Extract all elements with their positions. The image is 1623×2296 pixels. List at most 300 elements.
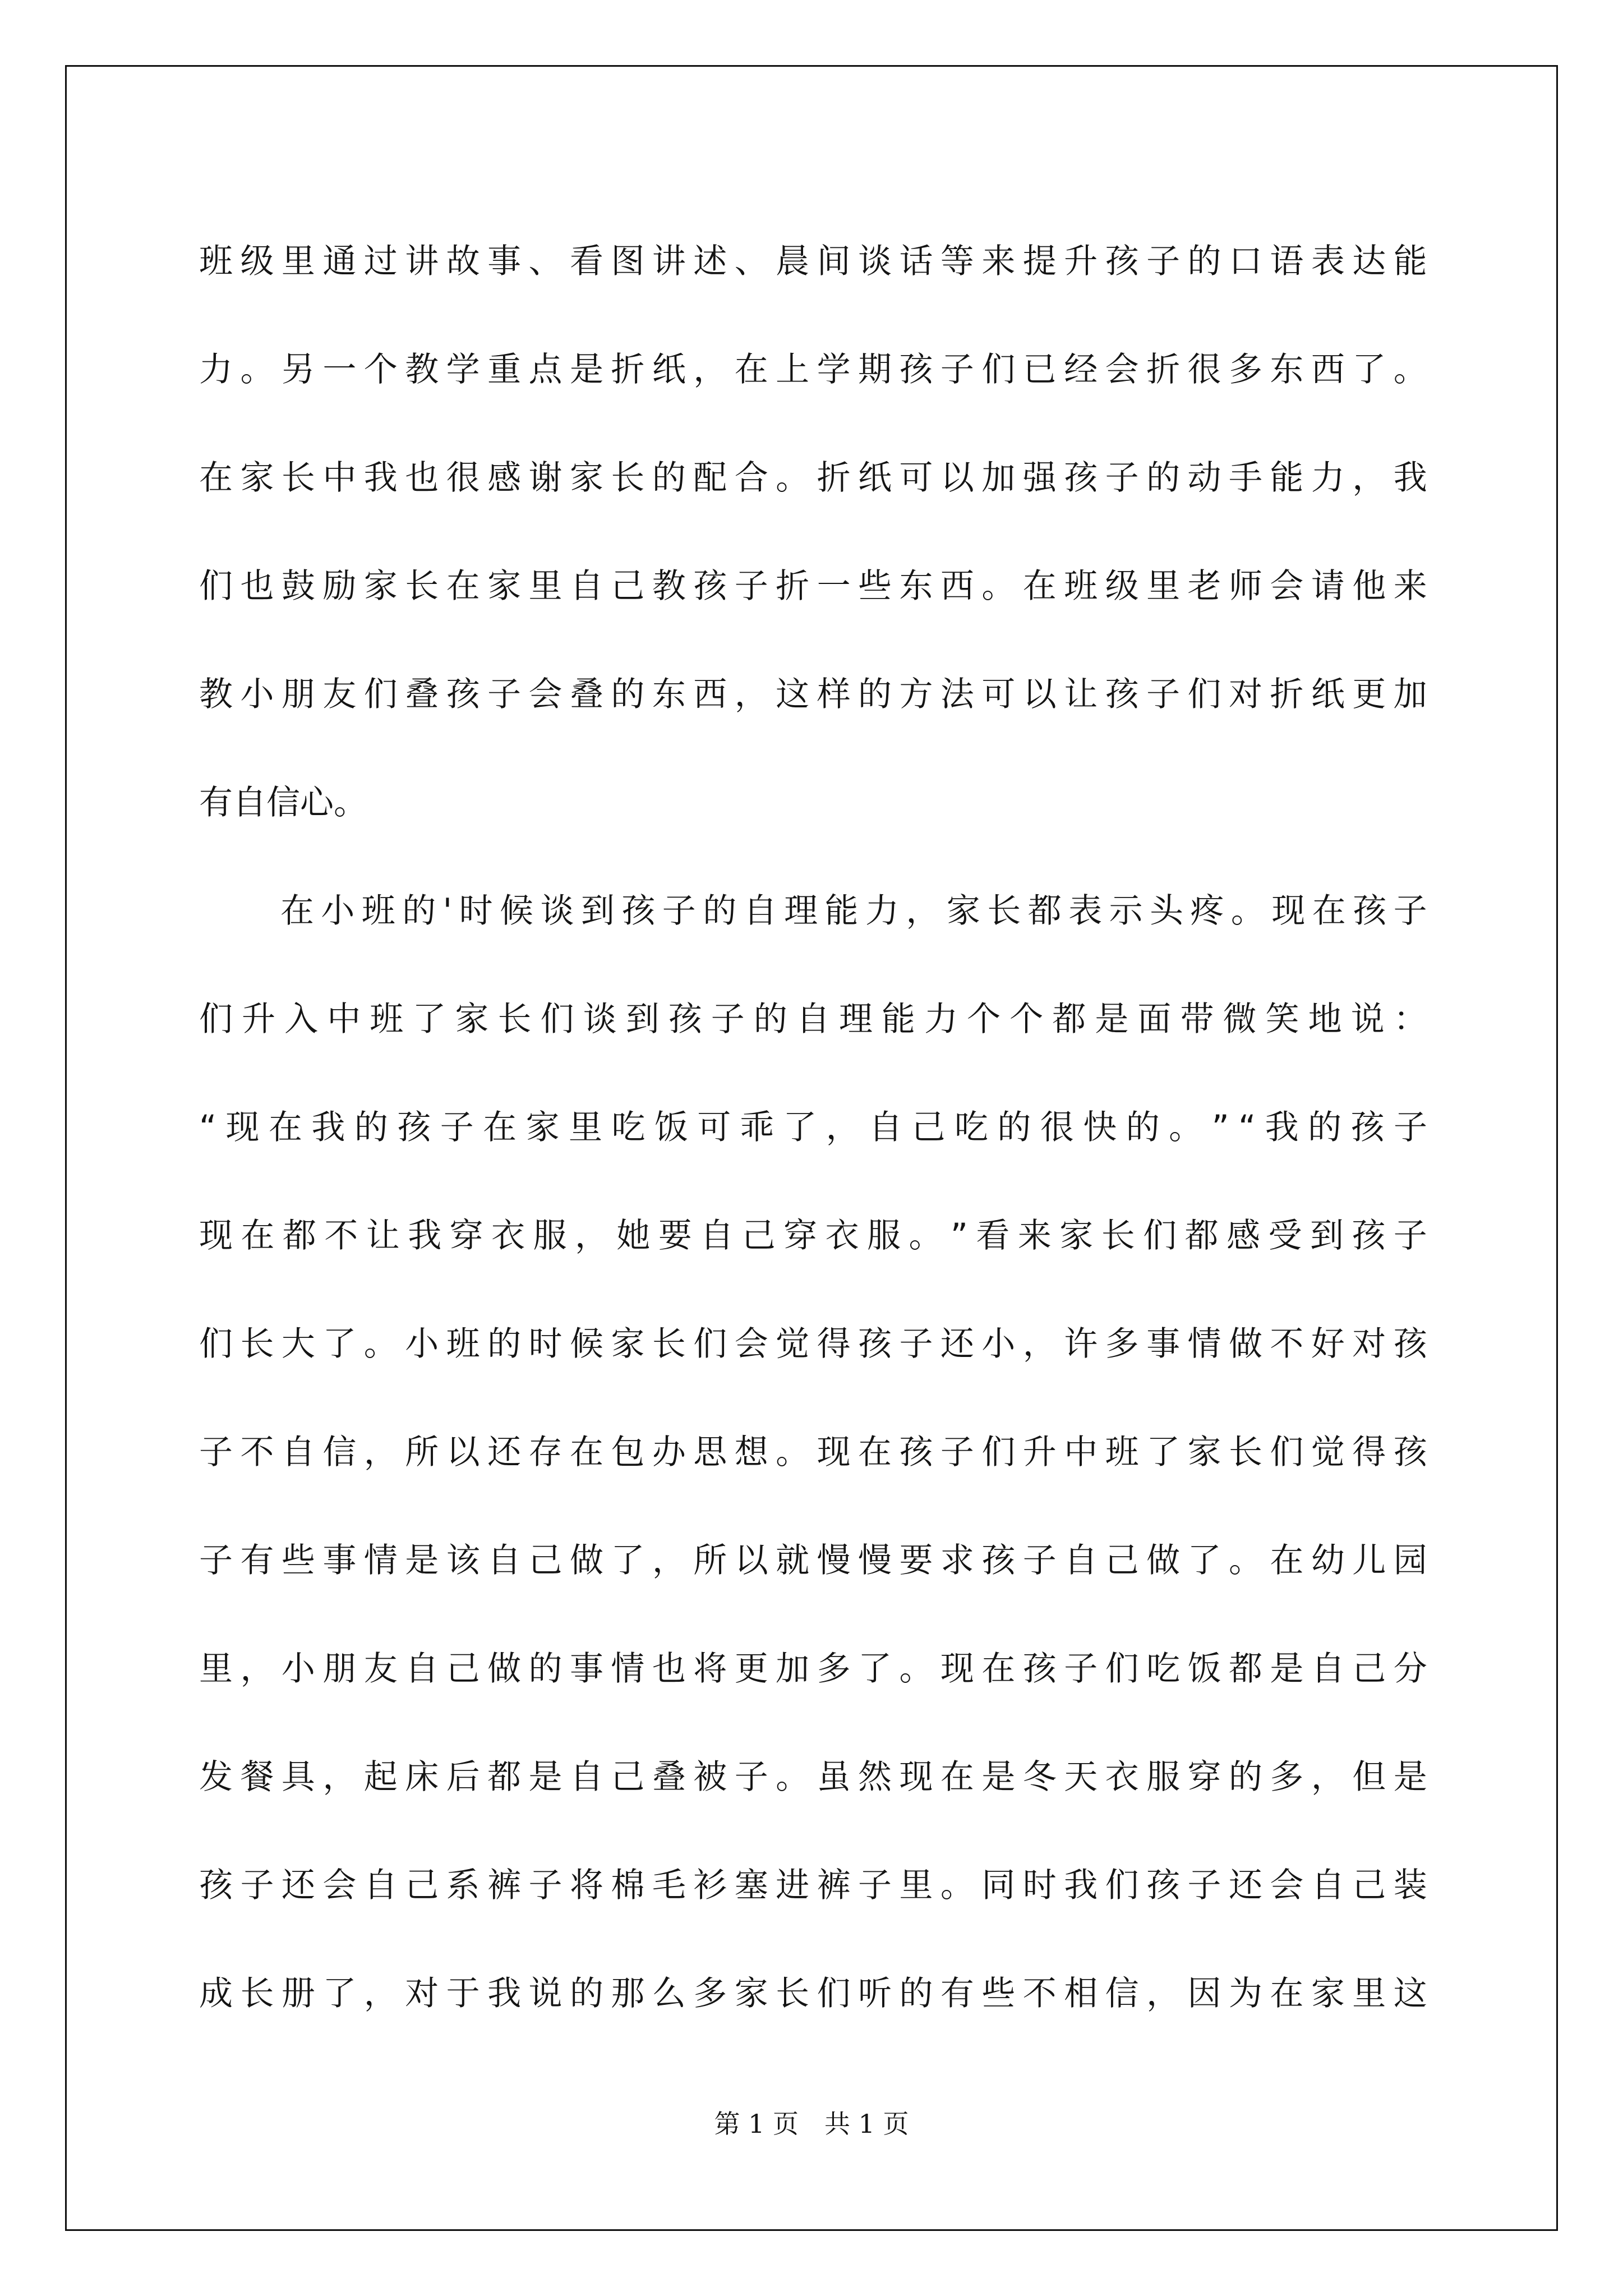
text-char: 做 [487,1649,522,1688]
text-char: 里 [1146,567,1181,606]
text-char: 了 [412,1000,446,1039]
text-char: 是 [405,1541,439,1580]
text-char: 里 [569,1108,603,1147]
text-char: 师 [1228,567,1262,606]
text-char: 现 [199,1216,233,1255]
text-char: 到 [625,1000,660,1039]
text-char: 小 [321,891,355,931]
text-char: 。 [334,783,367,822]
text-char: 了 [1146,1433,1181,1472]
text-char: 我 [487,1974,522,2013]
text-char: 是 [528,1757,562,1797]
text-char: 对 [1352,1324,1386,1364]
text-line [199,1398,1427,1507]
text-char: 要 [899,1541,933,1580]
text-char: 。 [899,1649,933,1688]
text-char: 慢 [817,1541,851,1580]
text-char: 的 [611,675,645,714]
text-char: 感 [487,458,522,498]
text-char: 相 [1064,1974,1098,2013]
text-char: 个 [363,350,398,389]
text-char: 对 [405,1974,439,2013]
text-char: 学 [817,350,851,389]
text-char: 子 [1105,458,1139,498]
text-line [199,1940,1427,2048]
text-char: 配 [693,458,727,498]
text-char: ， [1022,1324,1057,1364]
text-char: 所 [405,1433,439,1472]
text-char: 家 [569,458,603,498]
text-char: 孩 [1064,458,1098,498]
text-char: 。 [1228,1541,1262,1580]
text-char: 许 [1064,1324,1098,1364]
text-char: 微 [1223,1000,1257,1039]
text-char: 们 [199,1324,233,1364]
text-char: 的 [1126,1108,1160,1147]
text-char: 的 [354,1108,388,1147]
text-char: 叠 [405,675,439,714]
text-char: 装 [1393,1866,1427,1905]
text-char: 间 [817,242,851,281]
text-char: 在 [569,1433,603,1472]
text-char: 我 [1393,458,1427,498]
text-char: 家 [240,458,274,498]
text-char: 到 [580,891,615,931]
text-char: 孩 [668,1000,702,1039]
text-char: 力 [1311,458,1345,498]
text-char: 级 [1105,567,1139,606]
text-char: 提 [1022,242,1057,281]
text-char: 们 [981,1433,1016,1472]
text-char: 信 [1105,1974,1139,2013]
text-char: ' [442,891,453,931]
text-char: 也 [652,1649,686,1688]
text-char: 自 [569,1757,603,1797]
text-char: 折 [817,458,851,498]
text-char: 长 [497,1000,532,1039]
text-char: ， [1352,458,1386,498]
text-line [199,749,1427,857]
text-char: 达 [1352,242,1386,281]
text-char: 衣 [1105,1757,1139,1797]
text-char: 冬 [1022,1757,1057,1797]
text-line [199,1723,1427,1832]
text-line [199,1182,1427,1290]
text-char: 折 [1270,675,1304,714]
text-char: 子 [940,350,974,389]
text-char: 有 [240,1541,274,1580]
text-char: 些 [858,567,892,606]
text-char: 觉 [1311,1433,1345,1472]
text-char: 时 [528,1324,562,1364]
text-char: 候 [500,891,533,931]
text-char: 。 [909,1216,943,1255]
text-char: 让 [366,1216,400,1255]
text-char: 那 [611,1974,645,2013]
text-char: 事 [322,1541,357,1580]
text-char: 在 [280,891,314,931]
text-char: 孩 [1350,1108,1385,1147]
text-char: 的 [528,1649,562,1688]
text-char: 自 [743,891,777,931]
text-char: 了 [611,1541,645,1580]
text-char: 将 [569,1866,603,1905]
text-char: ， [574,1216,608,1255]
text-char: 床 [405,1757,439,1797]
text-char: 朋 [281,675,315,714]
text-char: 孩 [1393,1433,1427,1472]
text-char: 级 [240,242,274,281]
text-char: 的 [1308,1108,1342,1147]
text-char: 纸 [1311,675,1345,714]
text-char: 会 [734,1324,768,1364]
text-char: 事 [1146,1324,1181,1364]
text-char: 过 [363,242,398,281]
text-char: 多 [817,1649,851,1688]
text-char: 升 [242,1000,276,1039]
text-char: 子 [662,891,696,931]
text-char: 现 [225,1108,260,1147]
text-char: ， [826,1108,860,1147]
text-char: 子 [240,1866,274,1905]
text-char: 一 [817,567,851,606]
text-char: 个 [967,1000,1001,1039]
text-char: 就 [776,1541,810,1580]
text-char: 谈 [583,1000,617,1039]
text-char: 自 [1064,1541,1098,1580]
page-total: 共 1 页 [824,2109,909,2139]
text-char: ， [734,675,768,714]
text-char: 家 [946,891,980,931]
text-char: 长 [1228,1433,1262,1472]
text-char: 家 [1187,1433,1221,1472]
text-char: 自 [700,1216,734,1255]
text-char: 到 [1310,1216,1344,1255]
text-char: ， [363,1974,398,2013]
text-char: 表 [1068,891,1103,931]
text-char: 鼓 [281,567,315,606]
text-char: 裤 [817,1866,851,1905]
text-char: 己 [405,1866,439,1905]
text-char: 合 [734,458,768,498]
text-char [239,857,273,965]
text-char: 面 [1137,1000,1172,1039]
text-char: 孩 [1352,1216,1386,1255]
text-char: 可 [981,675,1016,714]
text-char: 会 [322,1866,357,1905]
text-char: 西 [1311,350,1345,389]
text-char: 讲 [652,242,686,281]
text-char: 升 [1064,242,1098,281]
text-char: 子 [487,675,522,714]
text-char: 的 [858,675,892,714]
text-char: 方 [899,675,933,714]
text-char: 自 [487,1541,522,1580]
text-char: 衣 [491,1216,525,1255]
text-char: 子 [940,1433,974,1472]
text-char: 理 [838,1000,873,1039]
text-char: 是 [1270,1649,1304,1688]
text-char: 老 [1187,567,1221,606]
text-char: 长 [611,458,645,498]
text-char: 表 [1311,242,1345,281]
text-char: 。 [776,1433,810,1472]
text-char: ” [1211,1108,1229,1147]
text-char: 小 [405,1324,439,1364]
text-char: 还 [940,1324,974,1364]
text-char: 孩 [1146,1866,1181,1905]
text-char: 子 [1393,1108,1427,1147]
text-char: 另 [281,350,315,389]
text-char: 谈 [540,891,574,931]
text-char: 子 [858,1866,892,1905]
text-char: 友 [363,1649,398,1688]
text-char: 在 [446,567,480,606]
text-char: 这 [776,675,810,714]
text-char: 穿 [1187,1757,1221,1797]
text-char: 孩 [446,675,480,714]
text-char: 还 [487,1433,522,1472]
text-char: 的 [402,891,436,931]
text-char: 孩 [858,1324,892,1364]
text-char: 子 [528,1866,562,1905]
text-char: 子 [734,567,768,606]
text-char: 我 [1265,1108,1299,1147]
text-line [199,208,1427,316]
text-char: 。 [776,458,810,498]
text-char: 理 [784,891,818,931]
text-char: 孩 [1105,675,1139,714]
text-char: 办 [652,1433,686,1472]
text-char: 孩 [899,350,933,389]
text-char: 多 [1105,1324,1139,1364]
text-char: 、 [528,242,562,281]
text-char: 述 [693,242,727,281]
text-char: 班 [1105,1433,1139,1472]
text-char: 有 [940,1974,974,2013]
text-char: 长 [776,1974,810,2013]
text-char: 家 [455,1000,489,1039]
text-char: 叠 [652,1757,686,1797]
text-char: 折 [776,567,810,606]
text-char: 通 [322,242,357,281]
text-char: 子 [711,1000,745,1039]
text-char: 重 [487,350,522,389]
text-char: 的 [997,1108,1031,1147]
text-char: 。 [1393,350,1427,389]
text-char: ” [950,1216,968,1255]
text-char: 班 [199,242,233,281]
text-char: 一 [322,350,357,389]
text-char: 朋 [322,1649,357,1688]
text-char: 系 [446,1866,480,1905]
text-char: 的 [487,1324,522,1364]
text-char: 孩 [899,1433,933,1472]
text-char: 在 [1022,567,1057,606]
text-char: 在 [199,458,233,498]
text-char: 点 [528,350,562,389]
text-char: 上 [776,350,810,389]
text-char: 西 [693,675,727,714]
text-char: 现 [940,1649,974,1688]
text-char: 服 [1146,1757,1181,1797]
text-char: 东 [1270,350,1304,389]
text-char: 长 [652,1324,686,1364]
text-char: 以 [1022,675,1057,714]
text-char: “ [1238,1108,1256,1147]
text-char: ， [240,1649,274,1688]
text-char: 时 [1022,1866,1057,1905]
text-char: 衣 [825,1216,859,1255]
text-char: 大 [281,1324,315,1364]
text-char: 们 [540,1000,574,1039]
text-char: 的 [703,891,737,931]
text-char: 吃 [611,1108,645,1147]
text-char: 也 [405,458,439,498]
text-char: 们 [363,675,398,714]
text-char: 多 [693,1974,727,2013]
text-char: 孩 [1353,891,1387,931]
text-char: 吃 [1146,1649,1181,1688]
text-char: 但 [1352,1757,1386,1797]
text-char: 吃 [954,1108,988,1147]
text-char: 己 [528,1541,562,1580]
text-char: 以 [734,1541,768,1580]
text-char: 孩 [693,567,727,606]
text-char: 现 [1271,891,1306,931]
text-char: 的 [569,1974,603,2013]
text-char: 说 [528,1974,562,2013]
text-char: 我 [408,1216,442,1255]
text-char: 册 [281,1974,315,2013]
text-char: 都 [1052,1000,1086,1039]
text-char: 这 [1393,1974,1427,2013]
text-char: 谢 [528,458,562,498]
text-char: 快 [1083,1108,1117,1147]
text-char: 手 [1228,458,1262,498]
text-char: 事 [487,242,522,281]
text-char: 法 [940,675,974,714]
text-char: 穿 [449,1216,483,1255]
text-char: 存 [528,1433,562,1472]
text-char: 故 [446,242,480,281]
text-char: 中 [322,458,357,498]
text-char: 都 [1184,1216,1219,1255]
text-char: 自 [796,1000,830,1039]
text-line [199,857,1427,965]
text-char: 所 [693,1541,727,1580]
text-char: 。 [363,1324,398,1364]
text-char: 于 [446,1974,480,2013]
text-char: 做 [569,1541,603,1580]
text-char: 情 [363,1541,398,1580]
text-char: 多 [1228,350,1262,389]
text-char: 小 [981,1324,1016,1364]
text-char: 以 [940,458,974,498]
text-char: 样 [817,675,851,714]
text-char: 该 [446,1541,480,1580]
text-char: 孩 [981,1541,1016,1580]
text-char: 自 [363,1866,398,1905]
text-char: 口 [1228,242,1262,281]
text-char: 西 [940,567,974,606]
text-char: 很 [1040,1108,1074,1147]
text-char: 班 [1064,567,1098,606]
text-char: 折 [611,350,645,389]
text-char: 都 [487,1757,522,1797]
text-char: 己 [911,1108,946,1147]
text-char: 家 [487,567,522,606]
text-char: 虽 [817,1757,851,1797]
text-char: 。 [1230,891,1265,931]
text-char: 入 [284,1000,319,1039]
text-char: 的 [1228,1757,1262,1797]
text-char: 自 [1311,1649,1345,1688]
text-line [199,965,1427,1074]
text-char: 在 [1270,1541,1304,1580]
text-char: 小 [281,1649,315,1688]
text-char: 我 [1064,1866,1098,1905]
text-char: 、 [734,242,768,281]
text-char: 自 [405,1649,439,1688]
text-char: 好 [1311,1324,1345,1364]
text-char: 了 [322,1974,357,2013]
text-char: 不 [324,1216,358,1255]
text-char: 长 [987,891,1021,931]
text-char: 自 [869,1108,903,1147]
text-char: 不 [1022,1974,1057,2013]
text-char: 语 [1270,242,1304,281]
document-body [199,208,1427,2048]
text-char: 东 [899,567,933,606]
text-char: 是 [1393,1757,1427,1797]
text-char: 可 [697,1108,731,1147]
text-char: 做 [1146,1541,1181,1580]
text-char: 将 [693,1649,727,1688]
text-char: 们 [817,1974,851,2013]
text-char: 里 [199,1649,233,1688]
page-number: 第 1 页 [714,2109,799,2139]
text-char: 小 [240,675,274,714]
text-char: 很 [446,458,480,498]
text-char: 以 [446,1433,480,1472]
text-char: 感 [1227,1216,1261,1255]
text-char: 折 [1146,350,1181,389]
text-char: 力 [924,1000,958,1039]
text-char: 现 [899,1757,933,1797]
text-char: 很 [1187,350,1221,389]
text-line [199,1074,1427,1182]
text-char: 饭 [654,1108,688,1147]
text-char: 力 [199,350,233,389]
text-char: 己 [741,1216,776,1255]
text-char: 疼 [1190,891,1224,931]
text-char: 进 [776,1866,810,1905]
text-char: 纸 [858,458,892,498]
text-char: 在 [981,1649,1016,1688]
text-char: 已 [1022,350,1057,389]
text-char: 家 [363,567,398,606]
text-char: 教 [199,675,233,714]
text-char: 在 [858,1433,892,1472]
text-char: 叠 [569,675,603,714]
text-char: 己 [1352,1649,1386,1688]
text-char: 经 [1064,350,1098,389]
text-char: 自 [569,567,603,606]
text-line [199,1615,1427,1723]
text-char: 不 [1270,1324,1304,1364]
text-char: 。 [776,1757,810,1797]
